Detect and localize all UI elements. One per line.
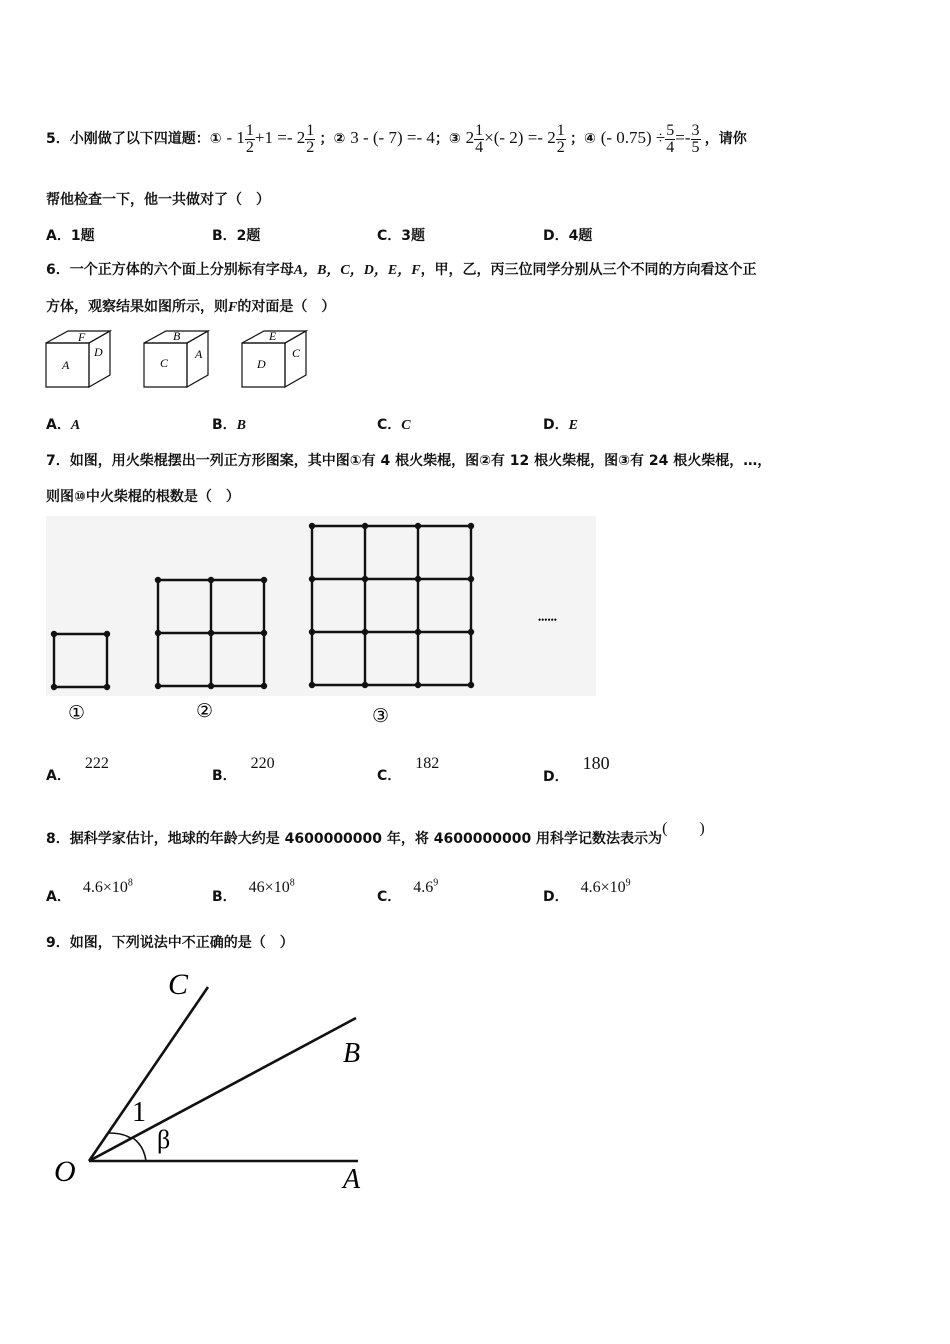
q8-paren: ( ): [662, 820, 705, 837]
q8-option-c[interactable]: C．$4.6^9$: [377, 877, 439, 905]
matchstick-joint: [261, 683, 267, 689]
q5-option-b[interactable]: B．2题: [212, 228, 261, 244]
matchstick-joint: [362, 682, 368, 688]
q5-mark-2: ②: [333, 131, 346, 147]
label-angle-1: 1: [132, 1097, 146, 1128]
q6-line1: 6．一个正方体的六个面上分别标有字母A，B，C，D，E，F，甲，乙，丙三位同学分别从三个不同的方向看这个正: [46, 262, 757, 278]
label-beta: β: [157, 1125, 171, 1154]
q5-line2: 帮他检查一下，他一共做对了（ ）: [46, 192, 270, 208]
q5-expr-1: - 1 $\frac{1}{2}$ +1 =- 2 $\frac{1}{2}$: [226, 121, 315, 156]
label-c: C: [168, 968, 189, 1001]
q9-angle-figure: [40, 960, 390, 1200]
q7-line1: 7．如图，用火柴棍摆出一列正方形图案，其中图①有 4 根火柴棍，图②有 12 根火柴棍，图③有 24 根火柴棍，…，: [46, 453, 772, 469]
q5-mark-4: ④: [583, 131, 596, 147]
q5-lead: 小刚做了以下四道题：: [69, 131, 210, 147]
ray-oc: [89, 987, 208, 1161]
cube-2-top: B: [173, 329, 181, 343]
q5-expr-4: (- 0.75) ÷ $\frac{5}{4}$ =- $\frac{3}{5}$: [600, 121, 700, 156]
matchstick-joint: [104, 684, 110, 690]
figure-label-1: ①: [68, 703, 86, 724]
q5-expr-2: 3 - (- 7) =- 4: [350, 128, 435, 147]
q5-line1: 5．小刚做了以下四道题：① - 1 $\frac{1}{2}$ +1 =- 2 $\frac{1}{2}$ ；② 3 - (- 7) =- 4；③ 2 $\frac{1}{4}$ ×(- 2) =- 2 $\frac{1}{2}$ ；④ (- 0.75) ÷ $\frac{5}{4}$ =- $\frac{3}{5}$ ，请你: [46, 121, 747, 156]
cube-3-front: D: [257, 357, 266, 371]
matchstick-joint: [261, 577, 267, 583]
q5-expr-3: 2 $\frac{1}{4}$ ×(- 2) =- 2 $\frac{1}{2}$: [465, 121, 565, 156]
q6-cube-figure: [40, 325, 330, 395]
matchstick-joint: [309, 682, 315, 688]
matchstick-joint: [415, 682, 421, 688]
matchstick-joint: [208, 683, 214, 689]
q6-option-b[interactable]: B．B: [212, 417, 247, 433]
q5-number: 5．: [46, 131, 70, 147]
q6-option-a[interactable]: A．A: [46, 417, 81, 433]
q5-tail: ，请你: [704, 131, 747, 147]
figure-label-3: ③: [372, 706, 390, 727]
cube-3-side: C: [292, 346, 301, 360]
cube-2-front: C: [160, 356, 169, 370]
q5-option-c[interactable]: C．3题: [377, 228, 426, 244]
q7-option-c[interactable]: C．182: [377, 755, 440, 784]
matchstick-joint: [415, 629, 421, 635]
matchstick-joint: [261, 630, 267, 636]
matchstick-joint: [51, 631, 57, 637]
q6-option-d[interactable]: D．E: [543, 417, 578, 433]
q6-option-c[interactable]: C．C: [377, 417, 411, 433]
cube-1-side: D: [94, 345, 103, 359]
q6-letters: A，B，C，D，E，F: [293, 263, 421, 278]
matchstick-joint: [362, 629, 368, 635]
matchstick-joint: [362, 576, 368, 582]
matchstick-joint: [415, 576, 421, 582]
q7-matchstick-figure: [46, 516, 596, 731]
cube-1-top: F: [78, 330, 86, 344]
matchstick-joint: [309, 629, 315, 635]
cube-3-top: E: [269, 329, 277, 343]
ellipsis: ••••••: [538, 615, 557, 625]
q5-mark-1: ①: [209, 131, 222, 147]
matchstick-joint: [309, 576, 315, 582]
cube-1-front: A: [62, 358, 70, 372]
q5-option-d[interactable]: D．4题: [543, 228, 593, 244]
matchstick-joint: [104, 631, 110, 637]
figure-label-2: ②: [196, 701, 214, 722]
matchstick-joint: [208, 577, 214, 583]
matchstick-joint: [362, 523, 368, 529]
matchstick-joint: [468, 523, 474, 529]
label-a: A: [343, 1164, 361, 1195]
matchstick-joint: [468, 682, 474, 688]
q5-option-a[interactable]: A．1题: [46, 228, 95, 244]
ray-ob: [89, 1018, 356, 1161]
arc-angle-1: [109, 1133, 132, 1139]
q5-mark-3: ③: [448, 131, 461, 147]
matchstick-joint: [468, 629, 474, 635]
matchstick-joint: [155, 577, 161, 583]
q7-option-a[interactable]: A．222: [46, 755, 109, 784]
label-b: B: [343, 1038, 361, 1069]
label-o: O: [54, 1155, 76, 1188]
q7-line2: 则图⑩中火柴棍的根数是（ ）: [46, 489, 240, 505]
q8-line: 8．据科学家估计，地球的年龄大约是 4600000000 年，将 4600000000 用科学记数法表示为( ): [46, 820, 705, 847]
q9-line: 9．如图，下列说法中不正确的是（ ）: [46, 935, 294, 951]
q8-option-b[interactable]: B．$46\times 10^8$: [212, 877, 295, 905]
matchstick-joint: [208, 630, 214, 636]
q7-option-b[interactable]: B．220: [212, 755, 275, 784]
q6-f-letter: F: [228, 300, 238, 315]
q6-line2: 方体，观察结果如图所示，则F的对面是（ ）: [46, 299, 336, 315]
cube-2-side: A: [195, 347, 203, 361]
q8-option-a[interactable]: A．$4.6\times 10^8$: [46, 877, 133, 905]
q8-option-d[interactable]: D．$4.6\times 10^9$: [543, 877, 631, 905]
matchstick-joint: [468, 576, 474, 582]
matchstick-joint: [155, 683, 161, 689]
matchstick-joint: [415, 523, 421, 529]
matchstick-joint: [309, 523, 315, 529]
q7-option-d[interactable]: D．180: [543, 753, 610, 785]
arc-angle-beta: [133, 1138, 146, 1161]
matchstick-joint: [155, 630, 161, 636]
matchstick-joint: [51, 684, 57, 690]
